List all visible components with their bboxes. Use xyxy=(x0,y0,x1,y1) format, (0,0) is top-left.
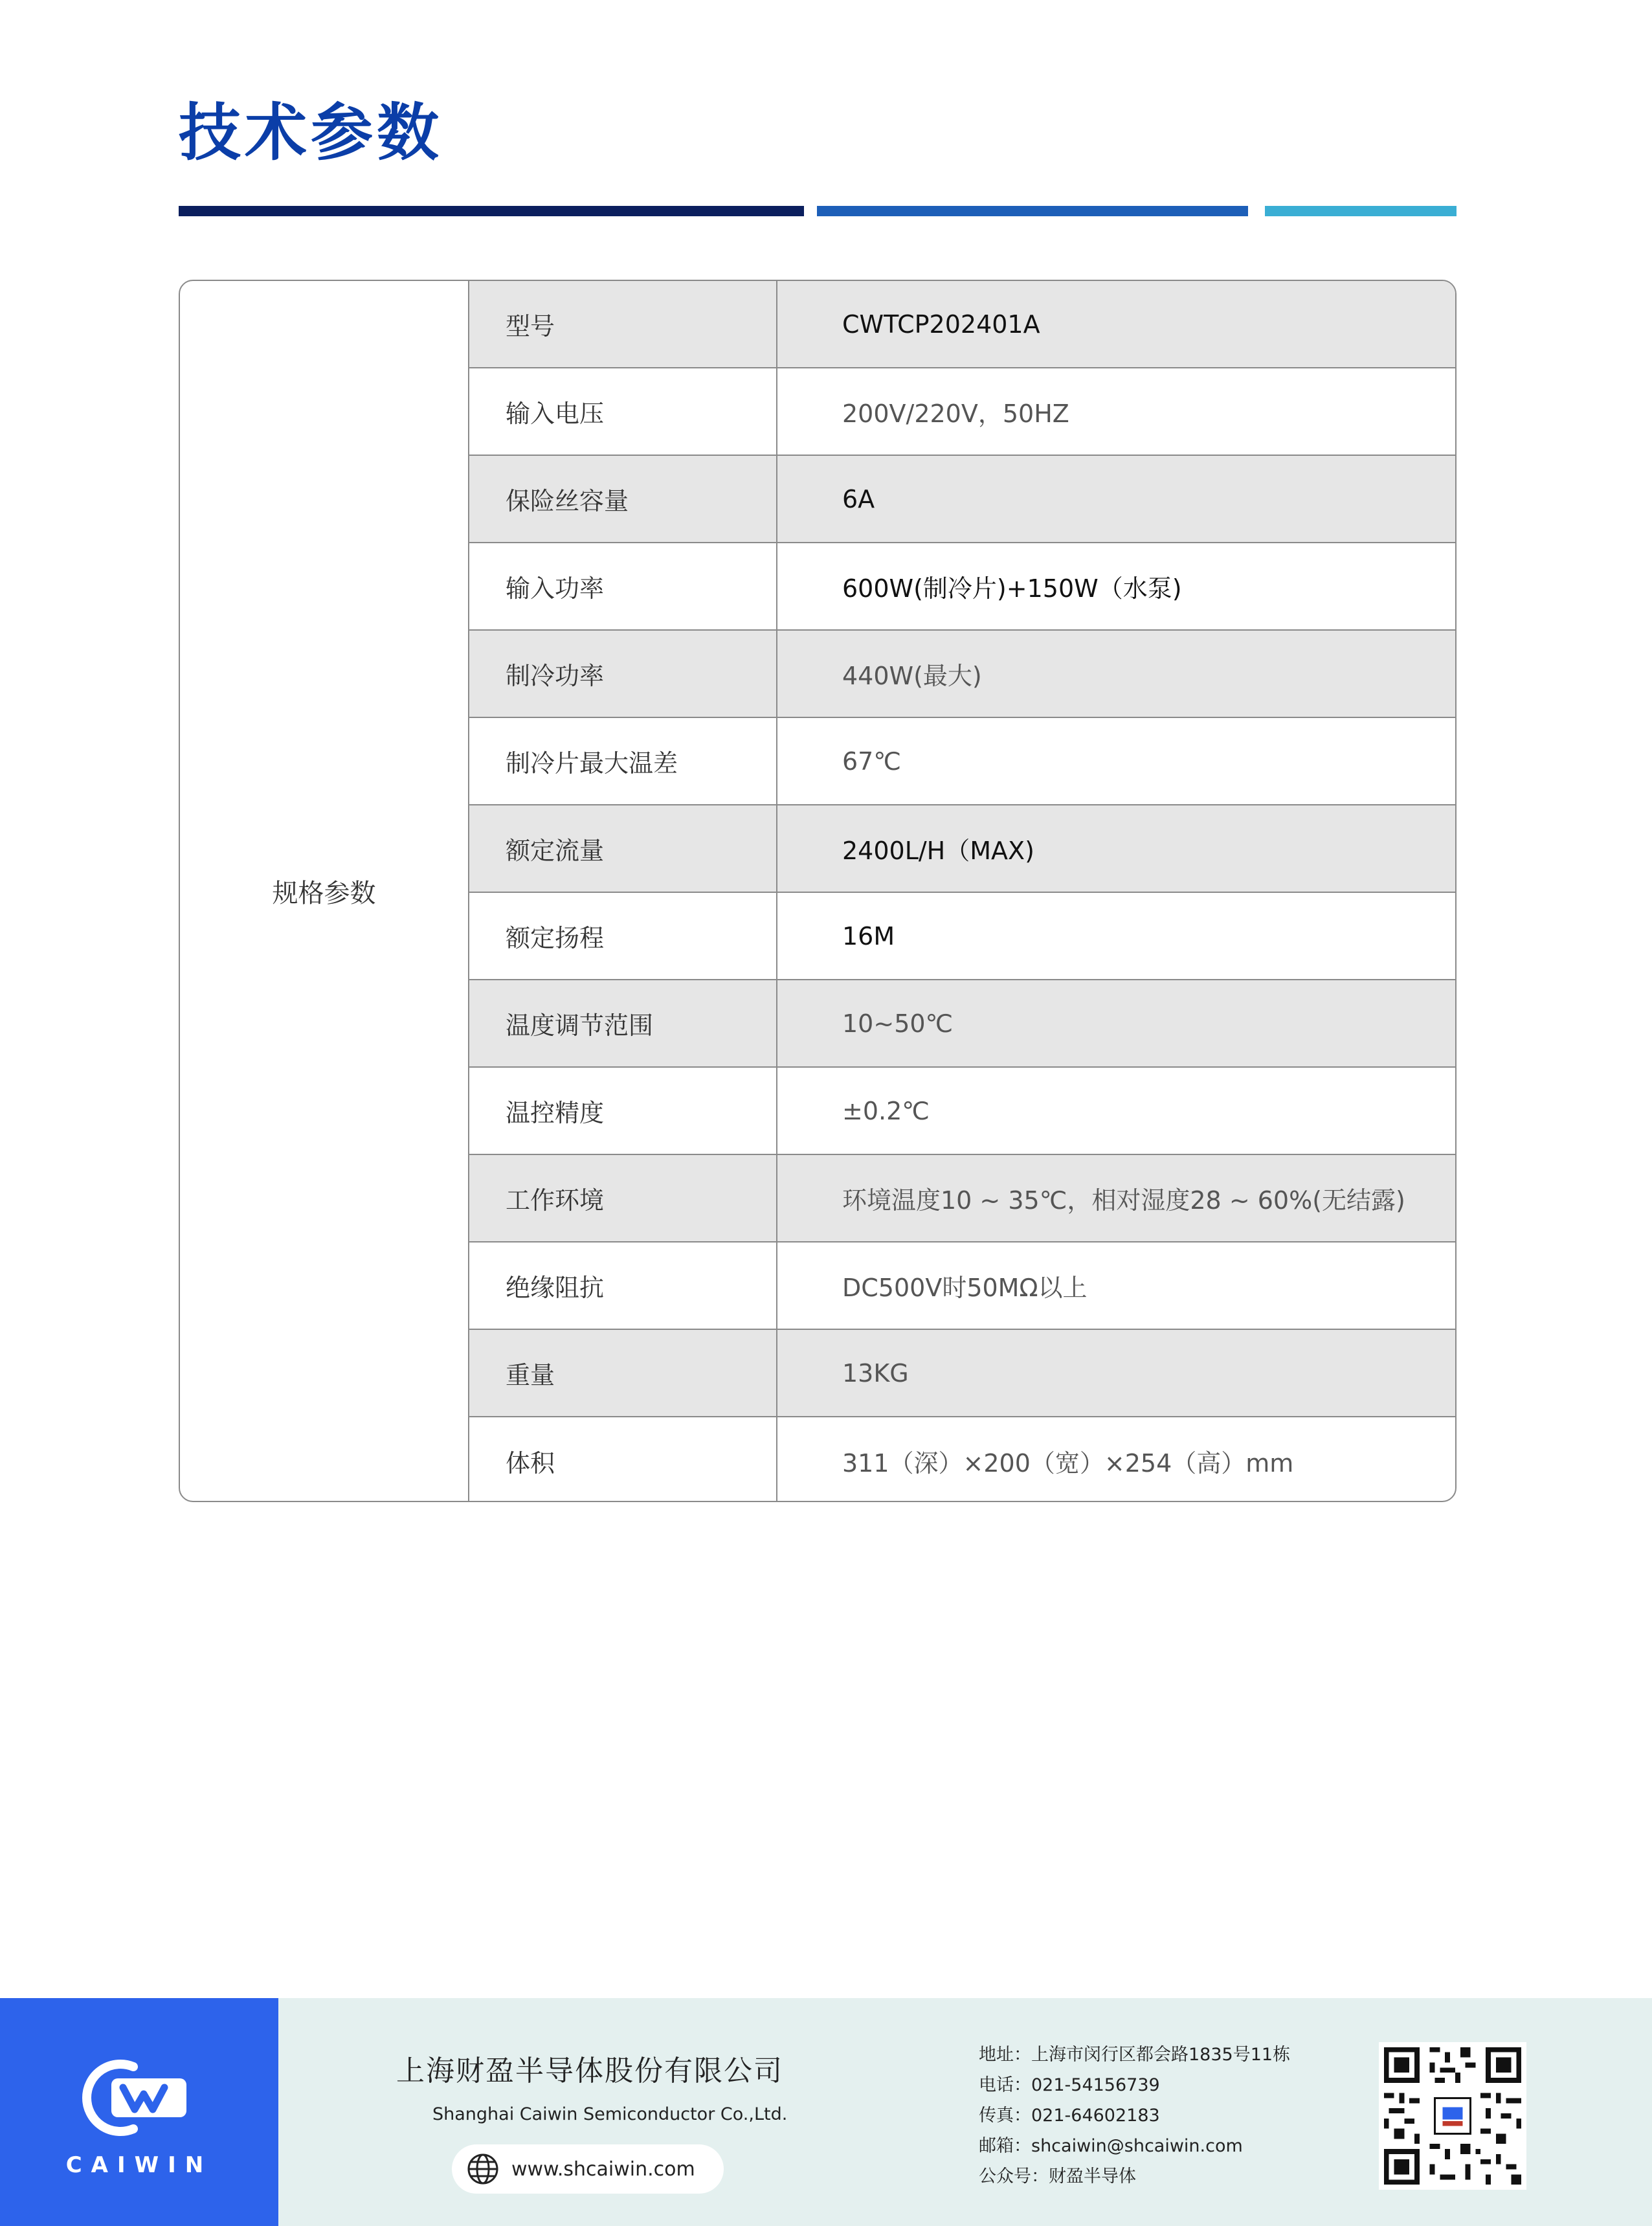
spec-value: 2400L/H（MAX) xyxy=(842,837,1034,865)
table-row xyxy=(469,893,1455,980)
table-row xyxy=(469,805,1455,893)
title-underline-mid xyxy=(817,206,1248,216)
spec-label: 温度调节范围 xyxy=(469,980,777,1066)
table-row xyxy=(469,1242,1455,1330)
footer xyxy=(0,1998,1652,2226)
table-row xyxy=(469,368,1455,456)
spec-value: 16M xyxy=(842,921,895,950)
spec-label: 温控精度 xyxy=(469,1068,777,1154)
spec-value: CWTCP202401A xyxy=(842,309,1040,339)
caiwin-logo-icon xyxy=(71,2052,201,2143)
table-row xyxy=(469,281,1455,368)
table-row xyxy=(469,1417,1455,1502)
logo-text: CAIWIN xyxy=(65,2152,213,2178)
brand-block xyxy=(0,1998,278,2226)
title-underline-dark xyxy=(179,206,804,216)
website-url: www.shcaiwin.com xyxy=(511,2157,695,2181)
spec-label: 制冷功率 xyxy=(469,631,777,717)
table-row xyxy=(469,980,1455,1068)
spec-label: 额定扬程 xyxy=(469,893,777,979)
spec-label: 输入功率 xyxy=(469,543,777,629)
company-name-en: Shanghai Caiwin Semiconductor Co.,Ltd. xyxy=(432,2104,788,2124)
spec-label: 输入电压 xyxy=(469,368,777,455)
spec-value: 440W(最大) xyxy=(842,662,982,690)
spec-value: 311（深）×200（宽）×254（高）mm xyxy=(842,1449,1294,1478)
spec-value: 67℃ xyxy=(842,747,902,776)
table-row xyxy=(469,1068,1455,1155)
spec-label: 额定流量 xyxy=(469,805,777,892)
contact-wechat: 公众号：财盈半导体 xyxy=(979,2166,1136,2187)
spec-rows xyxy=(469,281,1455,1501)
spec-value: 600W(制冷片)+150W（水泵) xyxy=(842,574,1182,603)
table-row xyxy=(469,456,1455,543)
website-link[interactable] xyxy=(452,2144,724,2194)
spec-label: 体积 xyxy=(469,1417,777,1502)
spec-value: 13KG xyxy=(842,1358,909,1388)
spec-label: 型号 xyxy=(469,281,777,367)
table-row xyxy=(469,1330,1455,1417)
spec-value: 6A xyxy=(842,484,875,513)
spec-value: DC500V时50MΩ以上 xyxy=(842,1274,1088,1302)
title-underline-light xyxy=(1265,206,1457,216)
spec-group-label: 规格参数 xyxy=(180,281,469,1501)
spec-label: 重量 xyxy=(469,1330,777,1416)
spec-value: ±0.2℃ xyxy=(842,1096,930,1125)
spec-label: 绝缘阻抗 xyxy=(469,1242,777,1329)
contact-email: 邮箱：shcaiwin@shcaiwin.com xyxy=(979,2136,1243,2156)
spec-table xyxy=(179,280,1457,1502)
spec-label: 保险丝容量 xyxy=(469,456,777,542)
table-row xyxy=(469,631,1455,718)
spec-label: 工作环境 xyxy=(469,1155,777,1241)
contact-fax: 传真：021-64602183 xyxy=(979,2106,1160,2126)
qr-code-icon xyxy=(1379,2042,1526,2190)
spec-value: 环境温度10 ~ 35℃，相对湿度28 ~ 60%(无结露) xyxy=(842,1186,1405,1215)
spec-value: 10~50℃ xyxy=(842,1009,954,1038)
spec-value: 200V/220V，50HZ xyxy=(842,399,1069,428)
contact-info xyxy=(979,2040,1290,2192)
table-row xyxy=(469,1155,1455,1242)
table-row xyxy=(469,543,1455,631)
page-title: 技术参数 xyxy=(179,96,443,169)
contact-address: 地址：上海市闵行区都会路1835号11栋 xyxy=(979,2045,1291,2065)
company-name-cn: 上海财盈半导体股份有限公司 xyxy=(396,2054,783,2087)
contact-phone: 电话：021-54156739 xyxy=(979,2075,1160,2095)
spec-label: 制冷片最大温差 xyxy=(469,718,777,804)
globe-icon xyxy=(466,2152,500,2186)
table-row xyxy=(469,718,1455,805)
